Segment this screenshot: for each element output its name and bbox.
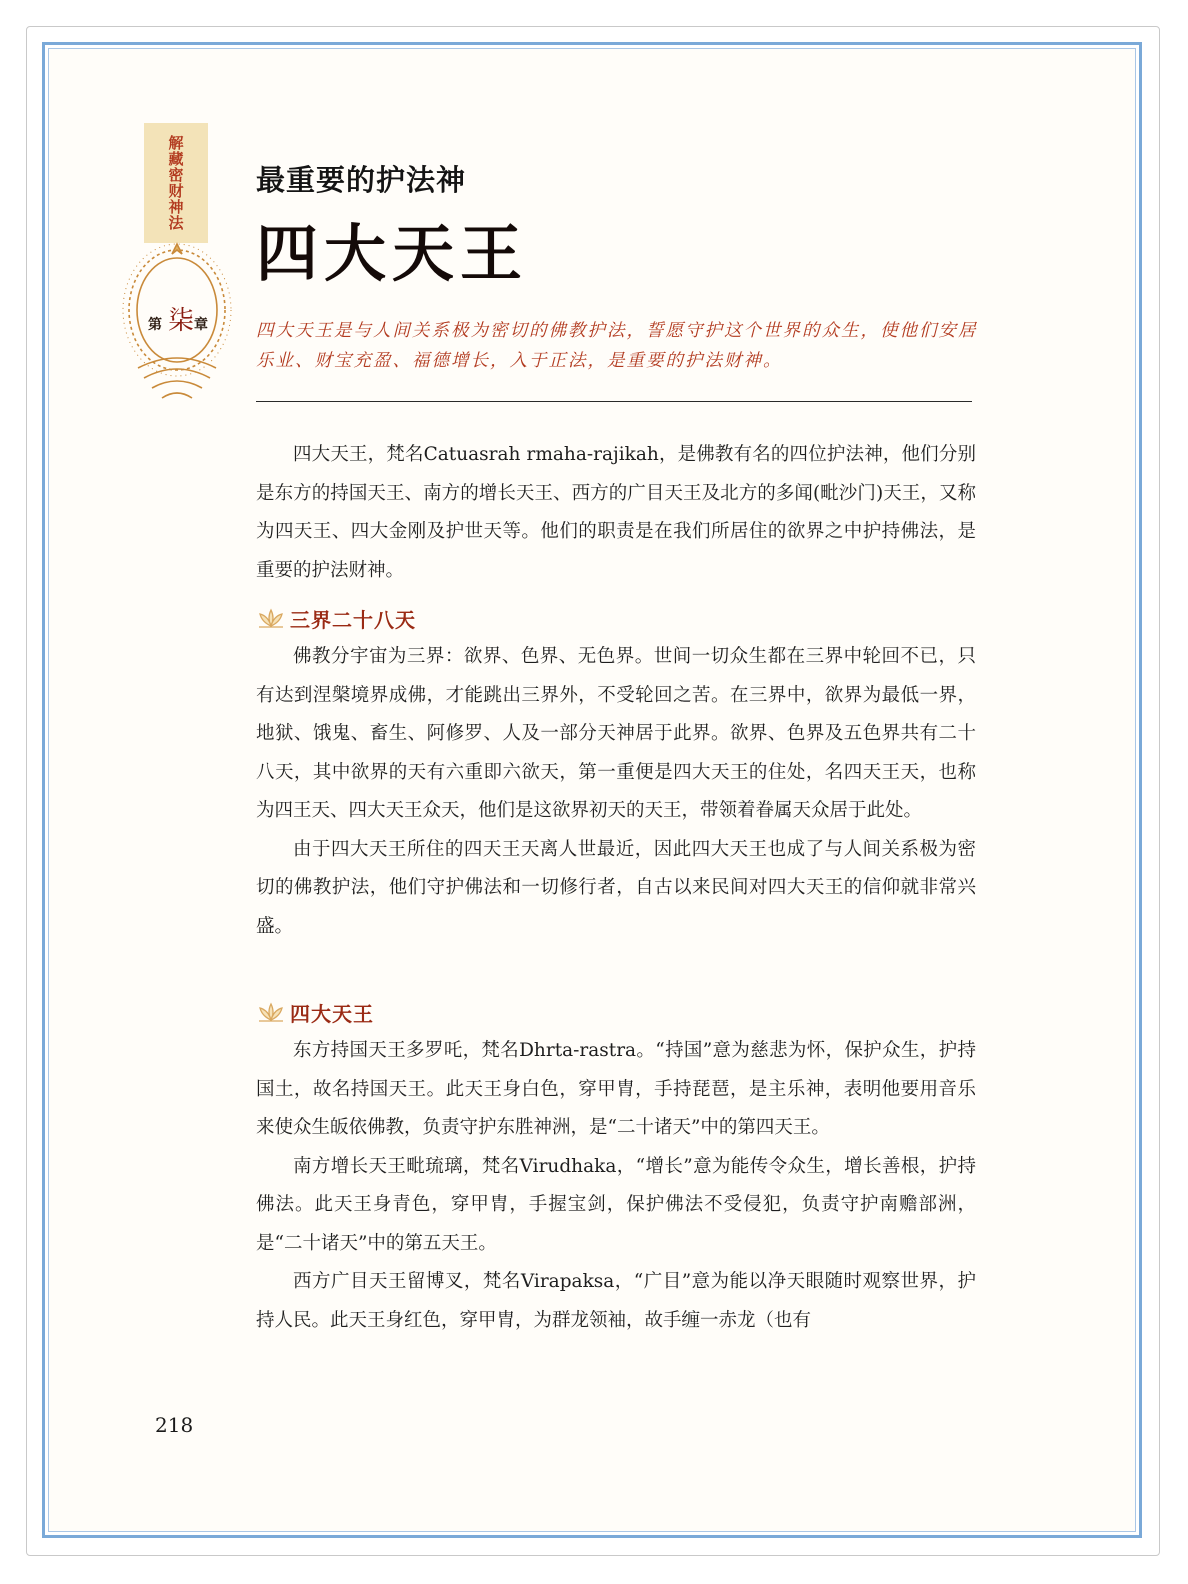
section-heading-four-kings (256, 998, 374, 1026)
chapter-number: 柒 (168, 306, 195, 336)
lotus-icon (256, 606, 286, 630)
chapter-prefix: 第 (148, 317, 162, 333)
page-subtitle: 最重要的护法神 (256, 163, 467, 197)
intro-summary: 四大天王是与人间关系极为密切的佛教护法，誓愿守护这个世界的众生，使他们安居乐业、财宝充盈、福德增长，入于正法，是重要的护法财神。 (256, 321, 978, 371)
page-number: 218 (155, 1413, 194, 1437)
paragraph: 由于四大天王所住的四天王天离人世最近，因此四大天王也成了与人间关系极为密切的佛教护法，他们守护佛法和一切修行者，自古以来民间对四大天王的信仰就非常兴盛。 (256, 838, 976, 937)
chapter-suffix: 章 (194, 317, 208, 333)
section-heading-text: 四大天王 (290, 1001, 374, 1026)
intro-body (256, 436, 976, 590)
paragraph: 东方持国天王多罗吒，梵名Dhrta-rastra。“持国”意为慈悲为怀，保护众生，护持国土，故名持国天王。此天王身白色，穿甲胄，手持琵琶，是主乐神，表明他要用音乐来使众生皈依佛教，负责守护东胜神洲，是“二十诸天”中的第四天王。 (256, 1040, 976, 1138)
section2-body (256, 1032, 976, 1340)
paragraph: 南方增长天王毗琉璃，梵名Virudhaka，“增长”意为能传令众生，增长善根，护持佛法。此天王身青色，穿甲胄，手握宝剑，保护佛法不受侵犯，负责守护南赡部洲，是“二十诸天”中的第五天王。 (256, 1155, 976, 1254)
lotus-icon (256, 1000, 286, 1024)
page-title: 四大天王 (256, 217, 529, 290)
paragraph: 西方广目天王留博叉，梵名Virapaksa，“广目”意为能以净天眼随时观察世界，护持人民。此天王身红色，穿甲胄，为群龙领袖，故手缠一赤龙（也有 (256, 1271, 976, 1331)
section-heading-text: 三界二十八天 (290, 607, 416, 632)
divider-line (256, 401, 972, 402)
chapter-seal (118, 238, 236, 406)
series-label-tab: 解藏密财神法 (144, 123, 208, 243)
section1-body (256, 638, 976, 946)
paragraph: 四大天王，梵名Catuasrah rmaha-rajikah，是佛教有名的四位护法神，他们分别是东方的持国天王、南方的增长天王、西方的广目天王及北方的多闻(毗沙门)天王，又称为四天王、四大金刚及护世天等。他们的职责是在我们所居住的欲界之中护持佛法，是重要的护法财神。 (256, 444, 976, 581)
section-heading-three-realms (256, 604, 416, 632)
paragraph: 佛教分宇宙为三界：欲界、色界、无色界。世间一切众生都在三界中轮回不已，只有达到涅槃境界成佛，才能跳出三界外，不受轮回之苦。在三界中，欲界为最低一界，地狱、饿鬼、畜生、阿修罗、人及一部分天神居于此界。欲界、色界及五色界共有二十八天，其中欲界的天有六重即六欲天，第一重便是四大天王的住处，名四天王天，也称为四王天、四大天王众天，他们是这欲界初天的天王，带领着眷属天众居于此处。 (256, 646, 976, 821)
